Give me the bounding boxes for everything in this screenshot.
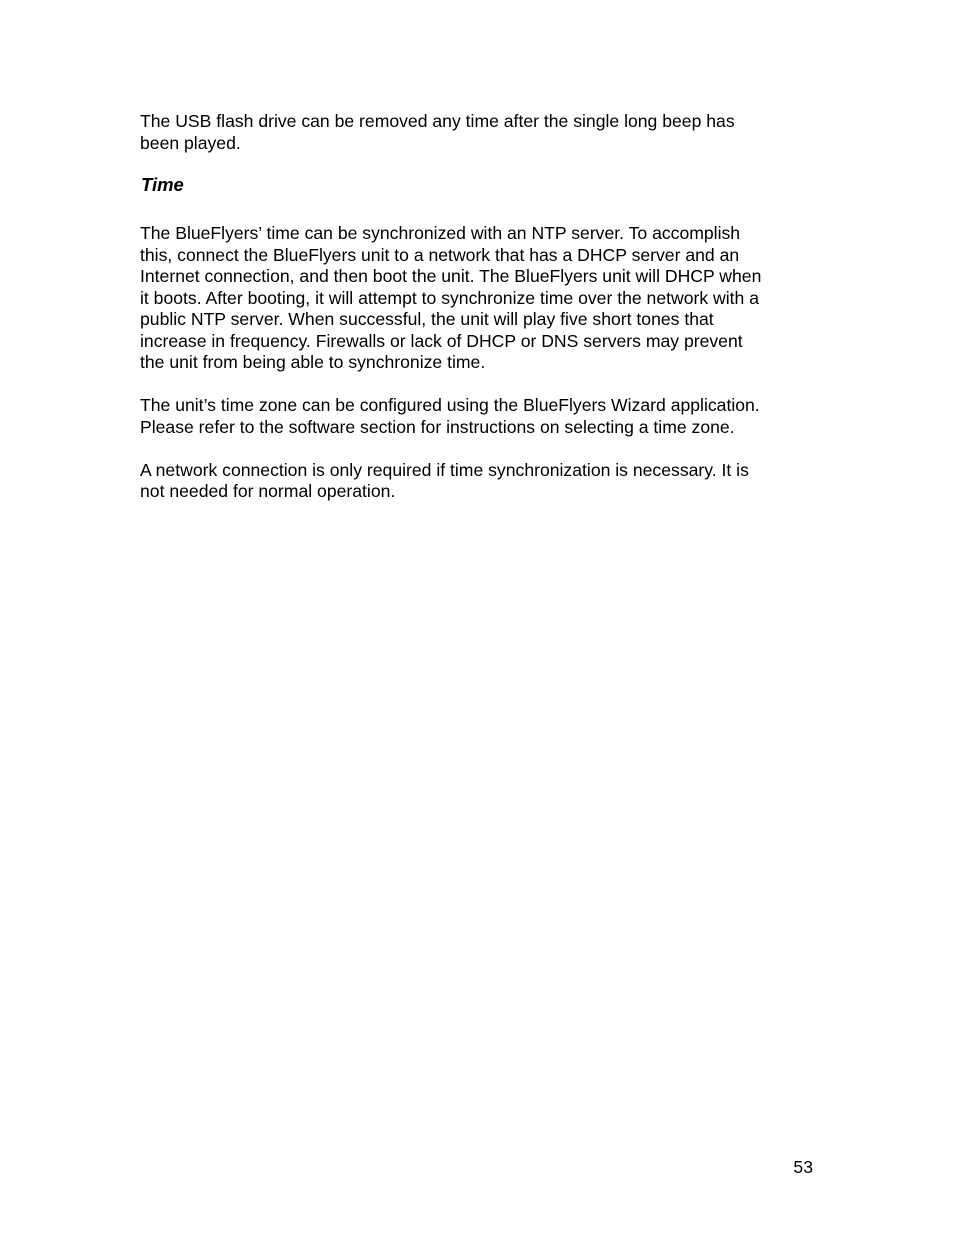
- intro-paragraph: The USB flash drive can be removed any time after the single long beep has been played.: [140, 111, 735, 153]
- section-heading-time: Time: [141, 174, 184, 195]
- paragraph-ntp-sync: The BlueFlyers’ time can be synchronized with an NTP server. To accomplish this, connect the BlueFlyers unit to a network that has a DHCP server and an Internet connection, and then boot the unit. The BlueFlyers unit will DHCP when it boots. After booting, it will attempt to synchronize time over the network with a public NTP server. When successful, the unit will play five short tones that increase in frequency. Firewalls or lack of DHCP or DNS servers may prevent the unit from being able to synchronize time.: [140, 223, 762, 372]
- paragraph-time-zone: The unit’s time zone can be configured using the BlueFlyers Wizard application. Please refer to the software section for instructions on selecting a time zone.: [140, 395, 760, 437]
- page-number: 53: [793, 1157, 813, 1177]
- page-content: [140, 111, 820, 503]
- paragraph-network-requirement: A network connection is only required if time synchronization is necessary. It is not needed for normal operation.: [140, 459, 749, 501]
